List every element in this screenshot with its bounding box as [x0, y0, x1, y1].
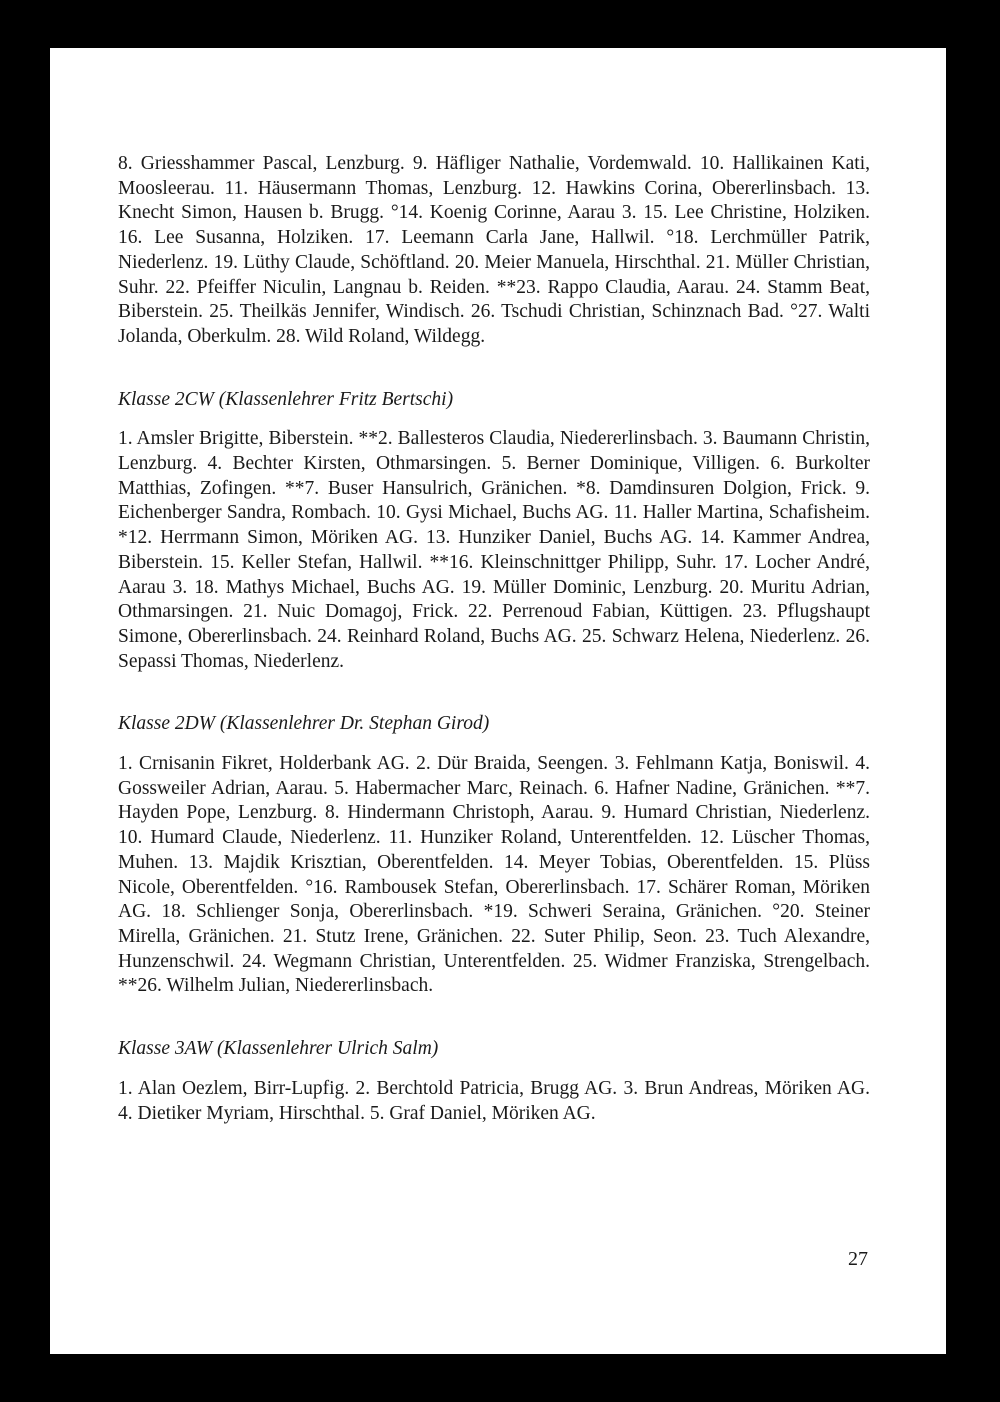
page-number: 27 — [848, 1248, 868, 1270]
class-list-2dw: 1. Crnisanin Fikret, Holderbank AG. 2. Dür Braida, Seengen. 3. Fehlmann Katja, Boniswil. 4. Gossweiler Adrian, Aarau. 5. Habermacher Marc, Reinach. 6. Hafner Nadine, Gränichen. **7. Hayden Pope, Lenzburg. 8. Hindermann Christoph, Aarau. 9. Humard Christian, Niederlenz. 10. Humard Claude, Niederlenz. 11. Hunziker Roland, Unterentfelden. 12. Lüscher Thomas, Muhen. 13. Majdik Krisztian, Oberentfelden. 14. Meyer Tobias, Oberentfelden. 15. Plüss Nicole, Oberentfelden. °16. Rambousek Stefan, Obererlinsbach. 17. Schärer Roman, Möriken AG. 18. Schlienger Sonja, Obererlinsbach. *19. Schweri Seraina, Gränichen. °20. Steiner Mirella, Gränichen. 21. Stutz Irene, Gränichen. 22. Suter Philip, Seon. 23. Tuch Alexandre, Hunzenschwil. 24. Wegmann Christian, Unterentfelden. 25. Widmer Franziska, Strengelbach. **26. Wilhelm Julian, Niedererlinsbach. — [118, 753, 870, 997]
class-list-3aw: 1. Alan Oezlem, Birr-Lupfig. 2. Berchtold Patricia, Brugg AG. 3. Brun Andreas, Möriken AG. 4. Dietiker Myriam, Hirschthal. 5. Graf Daniel, Möriken AG. — [118, 1077, 870, 1124]
class-list-2cw: 1. Amsler Brigitte, Biberstein. **2. Ballesteros Claudia, Niedererlinsbach. 3. Baumann Christin, Lenzburg. 4. Bechter Kirsten, Othmarsingen. 5. Berner Dominique, Villigen. 6. Burkolter Matthias, Zofingen. **7. Buser Hansulrich, Gränichen. *8. Damdinsuren Dolgion, Frick. 9. Eichenberger Sandra, Rombach. 10. Gysi Michael, Buchs AG. 11. Haller Martina, Schafisheim. *12. Herrmann Simon, Möriken AG. 13. Hunziker Daniel, Buchs AG. 14. Kammer Andrea, Biberstein. 15. Keller Stefan, Hallwil. **16. Kleinschnittger Philipp, Suhr. 17. Locher André, Aarau 3. 18. Mathys Michael, Buchs AG. 19. Müller Dominic, Lenzburg. 20. Muritu Adrian, Othmarsingen. 21. Nuic Domagoj, Frick. 22. Perrenoud Fabian, Küttigen. 23. Pflugshaupt Simone, Obererlinsbach. 24. Reinhard Roland, Buchs AG. 25. Schwarz Helena, Niederlenz. 26. Sepassi Thomas, Niederlenz. — [118, 428, 870, 672]
document-page — [50, 48, 946, 1354]
class-heading-2dw: Klasse 2DW (Klassenlehrer Dr. Stephan Girod) — [118, 713, 490, 735]
class-heading-3aw: Klasse 3AW (Klassenlehrer Ulrich Salm) — [118, 1038, 439, 1060]
class-list-continued: 8. Griesshammer Pascal, Lenzburg. 9. Häfliger Nathalie, Vordemwald. 10. Hallikainen Kati, Moosleerau. 11. Häusermann Thomas, Lenzburg. 12. Hawkins Corina, Obererlinsbach. 13. Knecht Simon, Hausen b. Brugg. °14. Koenig Corinne, Aarau 3. 15. Lee Christine, Holziken. 16. Lee Susanna, Holziken. 17. Leemann Carla Jane, Hallwil. °18. Lerchmüller Patrik, Niederlenz. 19. Lüthy Claude, Schöftland. 20. Meier Manuela, Hirschthal. 21. Müller Christian, Suhr. 22. Pfeiffer Niculin, Langnau b. Reiden. **23. Rappo Claudia, Aarau. 24. Stamm Beat, Biberstein. 25. Theilkäs Jennifer, Windisch. 26. Tschudi Christian, Schinznach Bad. °27. Walti Jolanda, Oberkulm. 28. Wild Roland, Wildegg. — [118, 153, 870, 347]
class-heading-2cw: Klasse 2CW (Klassenlehrer Fritz Bertschi) — [118, 388, 454, 410]
page-content — [118, 152, 870, 1126]
